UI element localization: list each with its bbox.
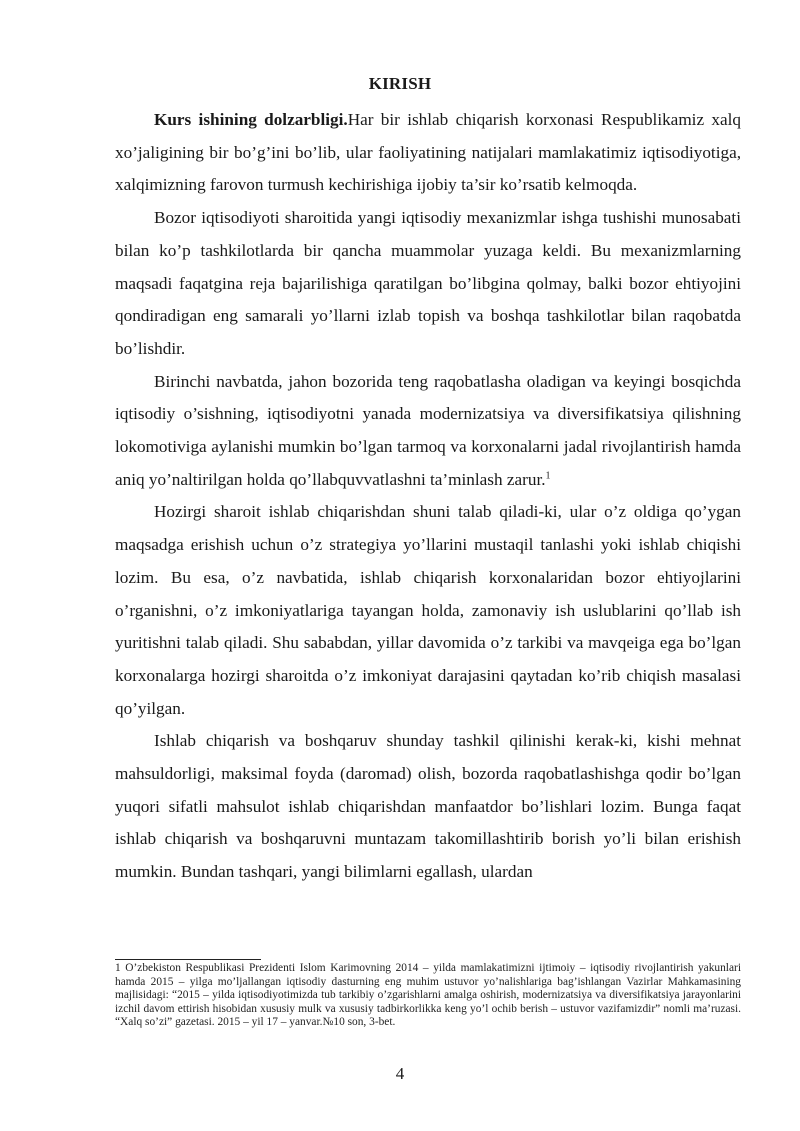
paragraph-production-management: Ishlab chiqarish va boshqaruv shunday tashkil qilinishi kerak-ki, kishi mehnat mahsuldorligi, maksimal foyda (daromad) olish, bozorda raqobatlashishga qodir bo’lgan yuqori sifatli mahsulot ishlab chiqarishdan manfaatdor bo’lishlari lozim. Bunga faqat ishlab chiqarish va boshqaruvni muntazam takomillashtirib borish yo’li bilan erishish mumkin. Bundan tashqari, yangi bilimlarni egallash, ulardan (115, 731, 741, 882)
footnote-separator (115, 959, 261, 960)
section-heading: KIRISH (368, 74, 432, 93)
paragraph-relevance (115, 104, 741, 202)
body-text (115, 104, 741, 889)
footnote (115, 962, 741, 1030)
page-number: 4 (395, 1064, 405, 1083)
paragraph-competition (115, 366, 741, 497)
paragraph-lead-title: Kurs ishining dolzarbligi. (154, 110, 348, 129)
paragraph-current-conditions: Hozirgi sharoit ishlab chiqarishdan shuni talab qiladi-ki, ular o’z oldiga qo’ygan maqsadga erishish uchun o’z strategiya yo’llarini mustaqil tanlashi yoki ishlab chiqishi lozim. Bu esa, o’z navbatida, ishlab chiqarish korxonalaridan bozor ehtiyojlarini o’rganishni, o’z imkoniyatlariga tayangan holda, zamonaviy ish uslublarini qo’llab ish yuritishni talab qiladi. Shu sababdan, yillar davomida o’z tarkibi va mavqeiga ega bo’lgan korxonalarga hozirgi sharoitda o’z imkoniyat darajasini qaytadan ko’rib chiqish masalasi qo’yilgan. (115, 502, 741, 718)
paragraph-market-economy: Bozor iqtisodiyoti sharoitida yangi iqtisodiy mexanizmlar ishga tushishi munosabati bilan ko’p tashkilotlarda bir qancha muammolar yuzaga keldi. Bu mexanizmlarning maqsadi faqatgina reja bajarilishiga qaratilgan bo’libgina qolmay, balki bozor ehtiyojini qondiradigan eng samarali yo’llarni izlab topish va boshqa tashkilotlar bilan raqobatda bo’lishdir. (115, 208, 741, 358)
paragraph-text: Birinchi navbatda, jahon bozorida teng raqobatlasha oladigan va keyingi bosqichda iqtisodiy o’sishning, iqtisodiyotni yanada modernizatsiya va diversifikatsiya qilishning lokomotiviga aylanishi mumkin bo’lgan tarmoq va korxonalarni jadal rivojlantirish hamda aniq yo’naltirilgan holda qo’llabquvvatlashni ta’minlash zarur. (115, 371, 741, 489)
footnote-reference[interactable]: 1 (545, 470, 551, 481)
footnote-text: 1 O’zbekiston Respublikasi Prezidenti Islom Karimovning 2014 – yilda mamlakatimizni ijtimoiy – iqtisodiy rivojlantirish yakunlari hamda 2015 – yilga mo’ljallangan iqtisodiy dasturning eng muhim ustuvor yo’nalishlariga bag’ishlangan Vazirlar Mahkamasining majlisidagi: “2015 – yilda iqtisodiyotimizda tub tarkibiy o’zgarishlarni amalga oshirish, modernizatsiya va diversifikatsiya jarayonlarini izchil davom ettirish hisobidan xususiy mulk va xususiy tadbirkorlikka keng yo’l ochib berish – ustuvor vazifamizdir” nomli ma’ruzasi. “Xalq so’zi” gazetasi. 2015 – yil 17 – yanvar.№10 son, 3-bet. (115, 962, 741, 1029)
paragraph-text: Har bir ishlab chiqarish korxonasi Respublikamiz xalq xo’jaligining bir bo’g’ini bo’lib, ular faoliyatining natijalari mamlakatimiz iqtisodiyotiga, xalqimizning farovon turmush kechirishiga ijobiy ta’sir ko’rsatib kelmoqda. (115, 110, 741, 195)
